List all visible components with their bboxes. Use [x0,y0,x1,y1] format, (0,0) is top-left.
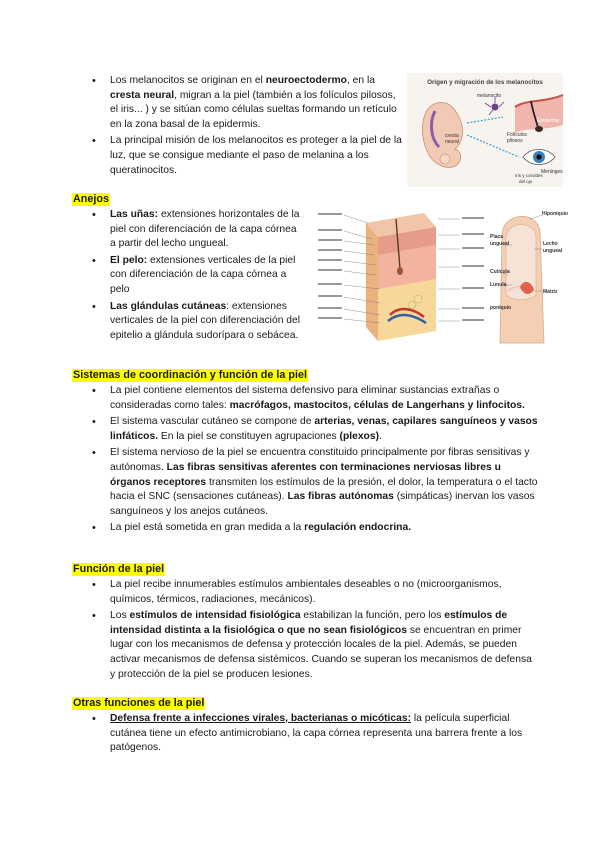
svg-text:poniquio: poniquio [490,305,512,311]
svg-text:Folículos: Folículos [507,132,528,138]
list-item: • La piel contiene elementos del sistema defensivo para eliminar sustancias extrañas o consideradas como tales: macrófagos, mastocitos, células de Langerhans y linfocitos. [72,384,538,413]
melanocyte-cell [485,97,504,115]
svg-text:Placa: Placa [490,234,504,240]
skin-cross-section-figure [314,205,488,343]
section-heading-sistemas: Sistemas de coordinación y función de la piel [73,369,307,381]
svg-text:Cutícula: Cutícula [490,269,510,275]
nail-anatomy-figure [490,205,569,343]
svg-text:Lecho: Lecho [543,241,558,247]
list-item: • La piel recibe innumerables estímulos ambientales deseables o no (microorganismos, químicos, térmicos, radiaciones, mecánicos). [72,578,538,607]
list-item: • La principal misión de los melanocitos es proteger a la piel de la luz, que se consigue mediante el paso de melanina a los queratinocitos. [72,134,402,178]
list-item: • Los estímulos de intensidad fisiológica estabilizan la función, pero los estímulos de intensidad distinta a la fisiológica o que no sean fisiológicos se encuentran en primer lugar con los mecanismos de defensa y protección locales de la piel. Además, se pueden activar mecanismos de defensa sistémicos. Cuando se superan los mecanismos de defensa y protección de la piel se producen lesiones. [72,609,538,682]
list-item: • El sistema vascular cutáneo se compone de arterias, venas, capilares sanguíneos y vasos linfáticos. En la piel se constituyen agrupaciones (plexos). [72,415,538,444]
svg-text:melanocito: melanocito [477,93,502,99]
funcion-list [72,578,538,682]
svg-text:ungueal: ungueal [490,241,510,247]
list-item: • La piel está sometida en gran medida a la regulación endocrina. [72,521,538,536]
finger-illustration [500,216,544,343]
epidermis-illustration [515,95,563,133]
list-item: • Las glándulas cutáneas: extensiones verticales de la piel con diferenciación del epitelio a glándula sudorípara o sebácea. [72,300,304,344]
svg-text:Hiponiquio: Hiponiquio [542,211,569,217]
list-item: • El pelo: extensiones verticales de la piel con diferenciación de la capa córnea a pelo [72,254,304,298]
list-item: • Los melanocitos se originan en el neuroectodermo, en la cresta neural, migran a la piel (también a los folículos pilosos, el iris... ) y se sitúan como células sueltas formando un retículo en la zona basal de la epidermis. [72,74,402,132]
svg-text:del ojo: del ojo [519,179,533,184]
svg-text:pilosos: pilosos [507,138,523,144]
svg-text:Meninges: Meninges [541,169,563,175]
eye-illustration [523,150,555,165]
melanocyte-migration-figure [407,73,563,187]
section-heading-funcion: Función de la piel [73,563,165,575]
migration-arrow [467,117,503,123]
list-item: • Defensa frente a infecciones virales, bacterianas o micóticas: la película superficial cutánea tiene un efecto antimicrobiano, la capa córnea representa una barrera frente a los patógenos. [72,712,538,756]
sistemas-section [72,384,538,538]
otras-list [72,712,538,756]
sistemas-list [72,384,538,536]
section-heading-anejos: Anejos [73,193,109,205]
anejos-list [72,208,304,343]
anejos-section [72,208,304,345]
list-item: • Las uñas: extensiones horizontales de la piel con diferenciación de la capa córnea a partir del lecho ungueal. [72,208,304,252]
svg-text:Iris y coroides: Iris y coroides [515,173,543,178]
svg-text:Matriz: Matriz [543,289,558,295]
svg-text:cresta: cresta [445,133,459,139]
svg-text:Lúnula: Lúnula [490,282,507,288]
intro-list [72,74,402,178]
list-item: • El sistema nervioso de la piel se encuentra constituido principalmente por fibras sensitivas y autónomas. Las fibras sensitivas aferentes con terminaciones nerviosas libres u órganos receptores transmiten los estímulos de la presión, el dolor, la temperatura o el tacto hacia el SNC (sensaciones cutáneas). Las fibras autónomas (simpáticas) inervan los vasos sanguíneos y los anejos cutáneos. [72,446,538,519]
intro-section [72,74,402,180]
svg-text:ungueal: ungueal [543,248,563,254]
figure-title: Origen y migración de los melanocitos [427,79,543,86]
funcion-section [72,578,538,684]
skin-block-illustration [366,213,436,341]
otras-section [72,712,538,758]
svg-text:neural: neural [445,139,459,145]
svg-text:Epidermis: Epidermis [537,118,560,124]
section-heading-otras: Otras funciones de la piel [73,697,205,709]
